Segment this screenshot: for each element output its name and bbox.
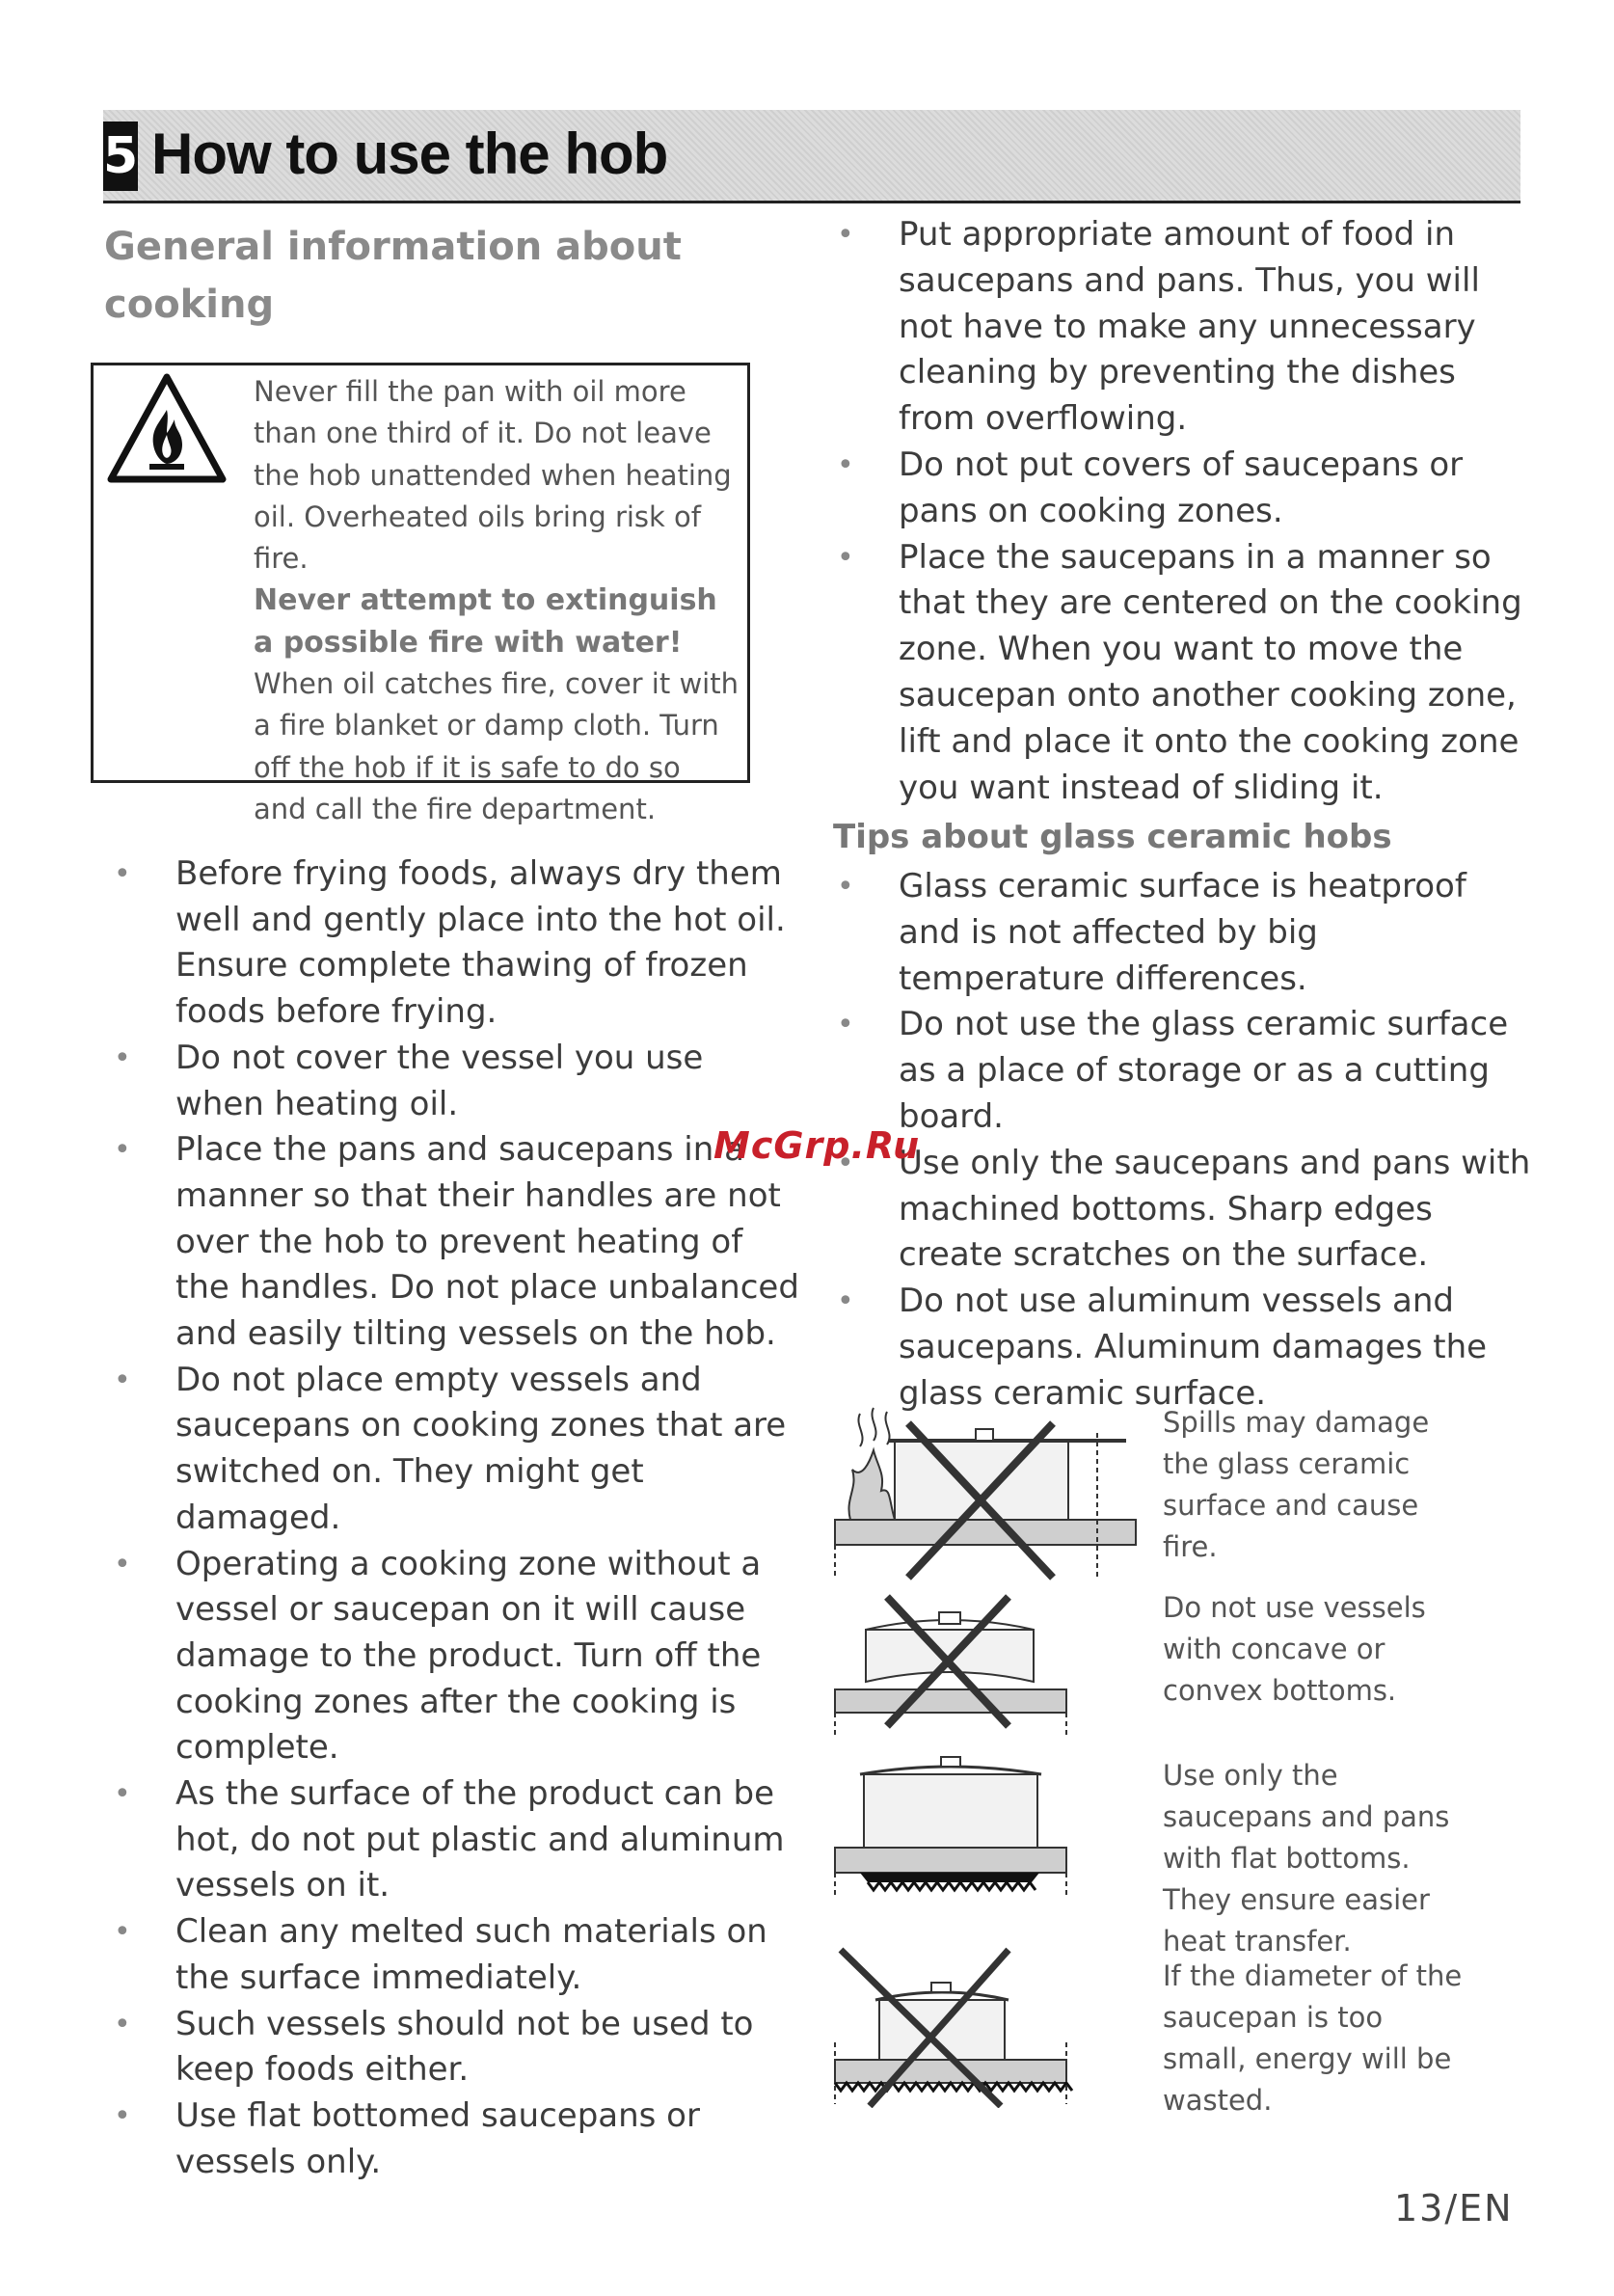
- warning-text-2: When oil catches fire, cover it with a fire blanket or damp cloth. Turn off the hob if it is safe to do so and call the fire department.: [254, 667, 739, 825]
- small-pot-crossed-icon: [831, 1946, 1140, 2108]
- fire-warning-icon: [105, 371, 229, 487]
- warning-text-1: Never fill the pan with oil more than one third of it. Do not leave the hob unattended when heating oil. Overheated oils bring risk of fire.: [254, 375, 732, 576]
- spill-pot-crossed-icon: [831, 1394, 1140, 1581]
- list-item: • Place the saucepans in a manner so that they are centered on the cooking zone. When you want to move the saucepan onto another cooking zone, lift and place it onto the cooking zone you want instead of sliding it.: [829, 535, 1533, 812]
- watermark: McGrp.Ru: [713, 1124, 921, 1167]
- list-item: • Do not put covers of saucepans or pans on cooking zones.: [829, 443, 1533, 535]
- list-item: • Operating a cooking zone without a vessel or saucepan on it will cause damage to the product. Turn off the cooking zones after the cooking is complete.: [106, 1542, 800, 1772]
- list-item: • Glass ceramic surface is heatproof and is not affected by big temperature differences.: [829, 864, 1533, 1002]
- warning-bold-text: Never attempt to extinguish a possible fire with water!: [254, 583, 717, 660]
- warning-text: [254, 371, 741, 830]
- list-item: • Put appropriate amount of food in saucepans and pans. Thus, you will not have to make any unnecessary cleaning by preventing the dishes from overflowing.: [829, 212, 1533, 443]
- list-item: • Place the pans and saucepans in a manner so that their handles are not over the hob to prevent heating of the handles. Do not place unbalanced and easily tilting vessels on the hob.: [106, 1127, 800, 1358]
- concave-pot-crossed-icon: [831, 1591, 1140, 1740]
- right-bullet-list: [829, 212, 1533, 811]
- flat-pot-icon: [831, 1747, 1140, 1902]
- illustration-caption: Do not use vessels with concave or convex bottoms.: [1163, 1591, 1426, 1707]
- illustration-caption: If the diameter of the saucepan is too small, energy will be wasted.: [1163, 1959, 1463, 2117]
- list-item: • Do not place empty vessels and saucepans on cooking zones that are switched on. They might get damaged.: [106, 1358, 800, 1542]
- list-item: • Do not cover the vessel you use when heating oil.: [106, 1036, 800, 1127]
- chapter-title: How to use the hob: [151, 122, 668, 186]
- list-item: • As the surface of the product can be hot, do not put plastic and aluminum vessels on it.: [106, 1771, 800, 1909]
- illustration-caption: Spills may damage the glass ceramic surface and cause fire.: [1163, 1406, 1430, 1563]
- list-item: • Do not use the glass ceramic surface as a place of storage or as a cutting board.: [829, 1002, 1533, 1140]
- list-item: • Use flat bottomed saucepans or vessels only.: [106, 2093, 800, 2185]
- chapter-number: 5: [103, 122, 138, 191]
- illustration-caption: Use only the saucepans and pans with flat bottoms. They ensure easier heat transfer.: [1163, 1759, 1450, 1958]
- list-item: • Use only the saucepans and pans with machined bottoms. Sharp edges create scratches on the surface.: [829, 1141, 1533, 1279]
- left-bullet-list: [106, 851, 800, 2185]
- tips-bullet-list: [829, 864, 1533, 1418]
- chapter-header: [103, 110, 1520, 203]
- page-number: 13/EN: [1394, 2187, 1514, 2229]
- section-title: General information about cooking: [104, 225, 682, 327]
- list-item: • Do not use aluminum vessels and saucepans. Aluminum damages the glass ceramic surface.: [829, 1279, 1533, 1417]
- list-item: • Such vessels should not be used to keep foods either.: [106, 2002, 800, 2093]
- list-item: • Before frying foods, always dry them well and gently place into the hot oil. Ensure complete thawing of frozen foods before frying.: [106, 851, 800, 1036]
- tips-title: Tips about glass ceramic hobs: [833, 818, 1392, 856]
- list-item: • Clean any melted such materials on the surface immediately.: [106, 1909, 800, 2001]
- fire-warning-box: [91, 363, 750, 825]
